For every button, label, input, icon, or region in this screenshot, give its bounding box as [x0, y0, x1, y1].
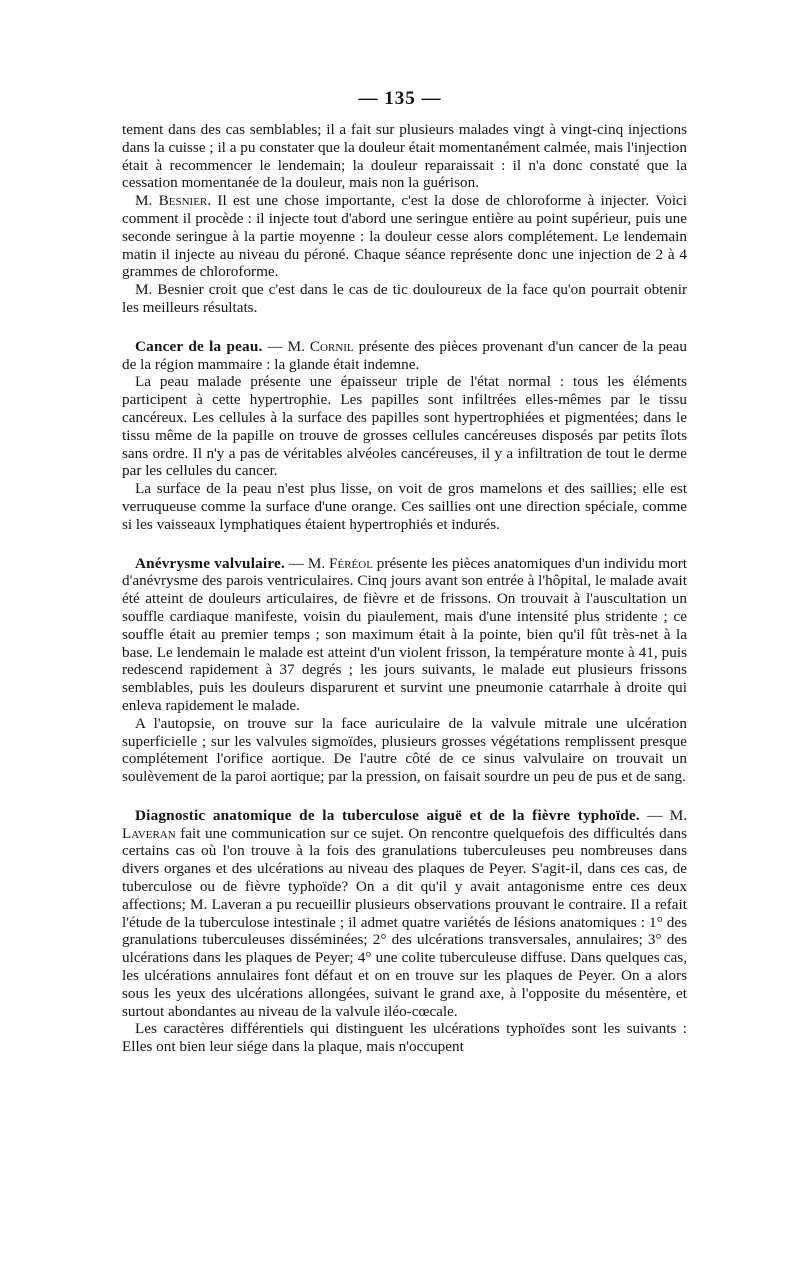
section-gap [122, 786, 687, 807]
paragraph: M. Besnier croit que c'est dans le cas de tic douloureux de la face qu'on pourrait obtenir les meilleurs résultats. [122, 281, 687, 316]
section-lead-paragraph [122, 555, 687, 715]
section-lead-paragraph [122, 338, 687, 374]
section-title: Anévrysme valvulaire. [135, 554, 285, 572]
section-title: Cancer de la peau. [135, 337, 263, 355]
section-title: Diagnostic anatomique de la tuberculose aiguë et de la fièvre typhoïde. [135, 806, 640, 824]
speaker-name: Cornil [309, 337, 354, 355]
paragraph: A l'autopsie, on trouve sur la face auriculaire de la valvule mitrale une ulcération superficielle ; sur les valvules sigmoïdes, plusieurs grosses végétations remplissent presque complétement l'orifice aortique. De l'autre côté de ce sinus valvulaire on trouvait un soulèvement de la paroi aortique; par la pression, on faisait sourdre un peu de pus et de sang. [122, 714, 687, 786]
text-column [122, 121, 687, 1056]
section-lead-paragraph [122, 807, 687, 1021]
paragraph [122, 192, 687, 281]
paragraph-text: présente des pièces provenant d'un cancer de la peau de la région mammaire : la glande était indemne. [122, 337, 687, 373]
paragraph: tement dans des cas semblables; il a fait sur plusieurs malades vingt à vingt-cinq injections dans la cuisse ; il a pu constater que la douleur était momentanément calmée, mais l'injection était à recommencer le lendemain; la douleur reparaissait : il n'a donc constaté que la cessation momentanée de la douleur, mais non la guérison. [122, 121, 687, 192]
section-gap [122, 534, 687, 555]
paragraph: La surface de la peau n'est plus lisse, on voit de gros mamelons et des saillies; elle est verruqueuse comme la surface d'une orange. Ces saillies ont une direction spéciale, comme si les vaisseaux lymphatiques étaient hypertrophiés et indurés. [122, 480, 687, 533]
paragraph: La peau malade présente une épaisseur triple de l'état normal : tous les éléments participent à cette hypertrophie. Les papilles sont infiltrées elles-mêmes par le tissu cancéreux. Les cellules à la surface des papilles sont hypertrophiées et pigmentées; dans le tissu même de la papille on trouve de grosses cellules cancéreuses disposés par petits îlots sans ordre. Il n'y a pas de véritables alvéoles cancéreuses, il y a infiltration de tout le derme par les cellules du cancer. [122, 373, 687, 480]
paragraph: Les caractères différentiels qui distinguent les ulcérations typhoïdes sont les suivants : Elles ont bien leur siége dans la plaque, mais n'occupent [122, 1020, 687, 1056]
section-gap [122, 317, 687, 338]
paragraph-text: présente les pièces anatomiques d'un individu mort d'anévrysme des parois ventriculaires. Cinq jours avant son entrée à l'hôpital, le malade avait été atteint de douleurs articulaires, de fièvre et de frissons. On trouvait à l'auscultation un souffle cardiaque manifeste, voisin du piaulement, mais d'une intensité plus stridente ; ce souffle était au premier temps ; son maximum était à la pointe, bien qu'il fût très-net à la base. Le lendemain le malade est atteint d'un violent frisson, la température monte à 41, puis redescend rapidement à 37 degrés ; les jours suivants, le malade eut plusieurs frissons semblables, puis les douleurs disparurent et survint une pneumonie catarrhale à droite qui enleva rapidement le malade. [122, 554, 687, 714]
speaker-name: Laveran [122, 824, 176, 842]
speaker-name: M. Besnier. [135, 192, 212, 210]
dash: — M. [262, 337, 310, 355]
speaker-name: Féréol [329, 554, 373, 572]
page-number: — 135 — [358, 88, 442, 109]
paragraph-text: fait une communication sur ce sujet. On rencontre quelquefois des difficultés dans certains cas où l'on trouve à la fois des granulations tuberculeuses peu nombreuses dans divers organes et des ulcérations au niveau des plaques de Peyer. S'agit-il, dans ces cas, de tuberculose ou de fièvre typhoïde? On a dit qu'il y avait antagonisme entre ces deux affections; M. Laveran a pu recueillir plusieurs observations prouvant le contraire. Il a refait l'étude de la tuberculose intestinale ; il admet quatre variétés de lésions anatomiques : 1° des granulations tuberculeuses disséminées; 2° des ulcérations transversales, annulaires; 3° des ulcérations dans les plaques de Peyer; 4° une colite tuberculeuse diffuse. Dans quelques cas, les ulcérations annulaires font défaut et on en trouve sur les plaques de Peyer. On a alors sous les yeux des ulcérations allongées, suivant le grand axe, à l'opposite du mésentère, et surtout abondantes au niveau de la valvule iléo-cœcale. [122, 824, 687, 1020]
dash: — M. [639, 806, 687, 824]
paragraph-text: Il est une chose importante, c'est la dose de chloroforme à injecter. Voici comment il procède : il injecte tout d'abord une seringue entière au point supérieur, puis une seconde seringue à la partie moyenne : la douleur cesse alors complétement. Le lendemain matin il injecte au niveau du péroné. Chaque séance représente donc une injection de 2 à 4 grammes de chloroforme. [122, 192, 688, 281]
dash: — M. [284, 554, 330, 572]
